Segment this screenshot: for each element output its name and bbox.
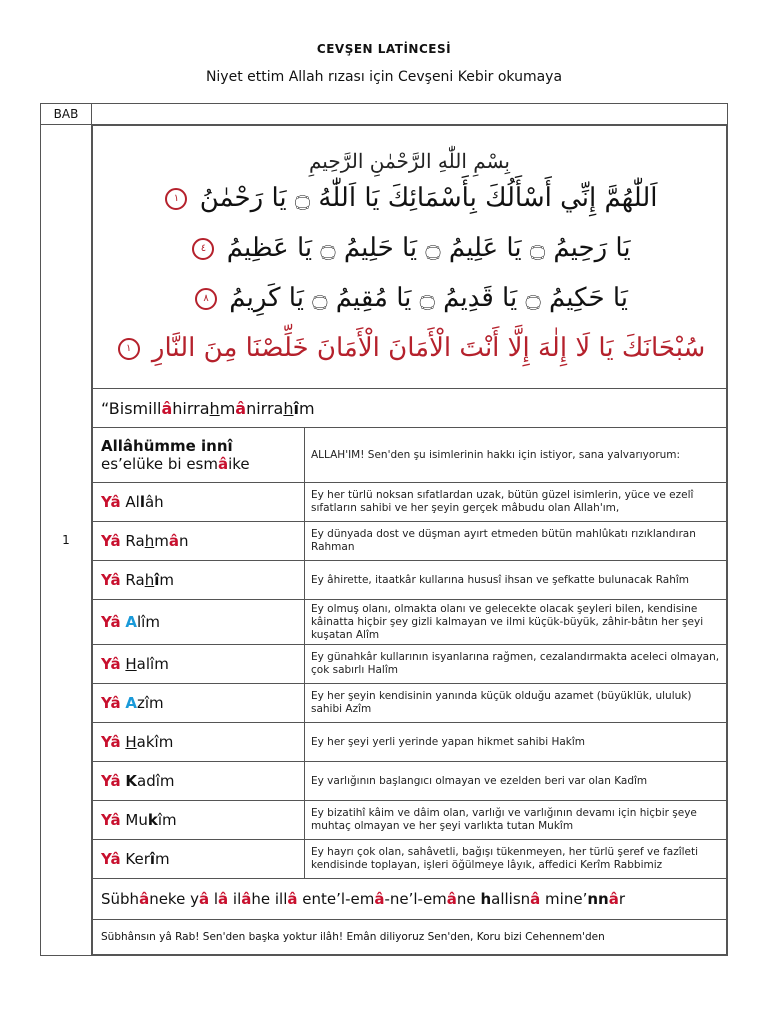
- name-translation: Ey olmuş olanı, olmakta olanı ve gelecekte olacak şeyleri bilen, kendisine kâinatta hiçbir şey gizli kalmayan ve ilmi küçük-büyük, zâhir-bâtın her şeyi kuşatan Alîm: [305, 600, 727, 645]
- name-halim: Yâ Halîm: [93, 645, 305, 684]
- closing-translation: Sübhânsın yâ Rab! Sen'den başka yoktur ilâh! Emân diliyoruz Sen'den, Koru bizi Cehennem'den: [93, 920, 727, 955]
- section-number: 1: [41, 125, 92, 956]
- name-translation: Ey bizatihî kâim ve dâim olan, varlığı ve varlığının devamı için hiçbir şeye muhtaç olmayan ve her şeyi varlıkta tutan Mukîm: [305, 801, 727, 840]
- arabic-line-2: يَا رَحِيمُ ۝ يَا عَلِيمُ ۝ يَا حَلِيمُ ۝ يَا عَظِيمُ ٤: [93, 223, 726, 273]
- page-title: CEVŞEN LATİNCESİ: [316, 42, 452, 56]
- name-rahman: Yâ Rahmân: [93, 522, 305, 561]
- cevsen-table: [40, 103, 728, 956]
- bab-label: BAB: [41, 104, 92, 125]
- basmala-latin: “Bismillâhirrahmânirrahîm: [93, 389, 727, 428]
- name-allah: Yâ Allâh: [93, 483, 305, 522]
- name-kerim: Yâ Kerîm: [93, 840, 305, 879]
- bab-header-empty: [92, 104, 728, 125]
- name-translation: Ey her şeyi yerli yerinde yapan hikmet sahibi Hakîm: [305, 723, 727, 762]
- verse-marker: ١: [165, 188, 187, 210]
- name-alim: Yâ Alîm: [93, 600, 305, 645]
- verse-marker: ١: [118, 338, 140, 360]
- section-content: [92, 125, 728, 956]
- opening-latin: Allâhümme innî es’elüke bi esmâike: [93, 428, 305, 483]
- closing-latin: Sübhâneke yâ lâ ilâhe illâ ente’l-emâ-ne’l-emâne hallisnâ mine’nnâr: [93, 879, 727, 920]
- verse-marker: ٨: [195, 288, 217, 310]
- page-subtitle: Niyet ettim Allah rızası için Cevşeni Kebir okumaya: [205, 69, 563, 85]
- name-translation: Ey dünyada dost ve düşman ayırt etmeden bütün mahlûkatı rızıklandıran Rahman: [305, 522, 727, 561]
- name-mukim: Yâ Mukîm: [93, 801, 305, 840]
- verse-marker: ٤: [192, 238, 214, 260]
- opening-translation: ALLAH'IM! Sen'den şu isimlerinin hakkı için istiyor, sana yalvarıyorum:: [305, 428, 727, 483]
- arabic-text-block: [93, 126, 727, 389]
- arabic-basmala: بِسْمِ اللّٰهِ الرَّحْمٰنِ الرَّحِيمِ: [308, 149, 510, 173]
- name-kadim: Yâ Kadîm: [93, 762, 305, 801]
- name-translation: Ey her türlü noksan sıfatlardan uzak, bütün güzel isimlerin, yüce ve ezelî sıfatların sahibi ve her şeyin gerçek mâbudu olan Allah'ım,: [305, 483, 727, 522]
- name-translation: Ey günahkâr kullarının isyanlarına rağmen, cezalandırmakta aceleci olmayan, çok sabırlı Halîm: [305, 645, 727, 684]
- arabic-line-4: سُبْحَانَكَ يَا لَا إِلٰهَ إِلَّا أَنْتَ الْأَمَانَ الْأَمَانَ خَلِّصْنَا مِنَ النَّارِ ١: [93, 323, 726, 373]
- name-translation: Ey hayrı çok olan, sahâvetli, bağışı tükenmeyen, her türlü şeref ve fazîleti kendisinde toplayan, işleri öğülmeye lâyık, affedici Kerîm Rabbimiz: [305, 840, 727, 879]
- name-azim: Yâ Azîm: [93, 684, 305, 723]
- name-hakim: Yâ Hakîm: [93, 723, 305, 762]
- arabic-line-3: يَا حَكِيمُ ۝ يَا قَدِيمُ ۝ يَا مُقِيمُ ۝ يَا كَرِيمُ ٨: [93, 273, 726, 323]
- name-translation: Ey varlığının başlangıcı olmayan ve ezelden beri var olan Kadîm: [305, 762, 727, 801]
- name-translation: Ey âhirette, itaatkâr kullarına hususî ihsan ve şefkatte bulunacak Rahîm: [305, 561, 727, 600]
- name-rahim: Yâ Rahîm: [93, 561, 305, 600]
- name-translation: Ey her şeyin kendisinin yanında küçük olduğu azamet (büyüklük, ululuk) sahibi Azîm: [305, 684, 727, 723]
- arabic-line-1: اَللّٰهُمَّ إِنِّي أَسْأَلُكَ بِأَسْمَائِكَ يَا اَللّٰهُ ۝ يَا رَحْمٰنُ ١: [93, 173, 726, 223]
